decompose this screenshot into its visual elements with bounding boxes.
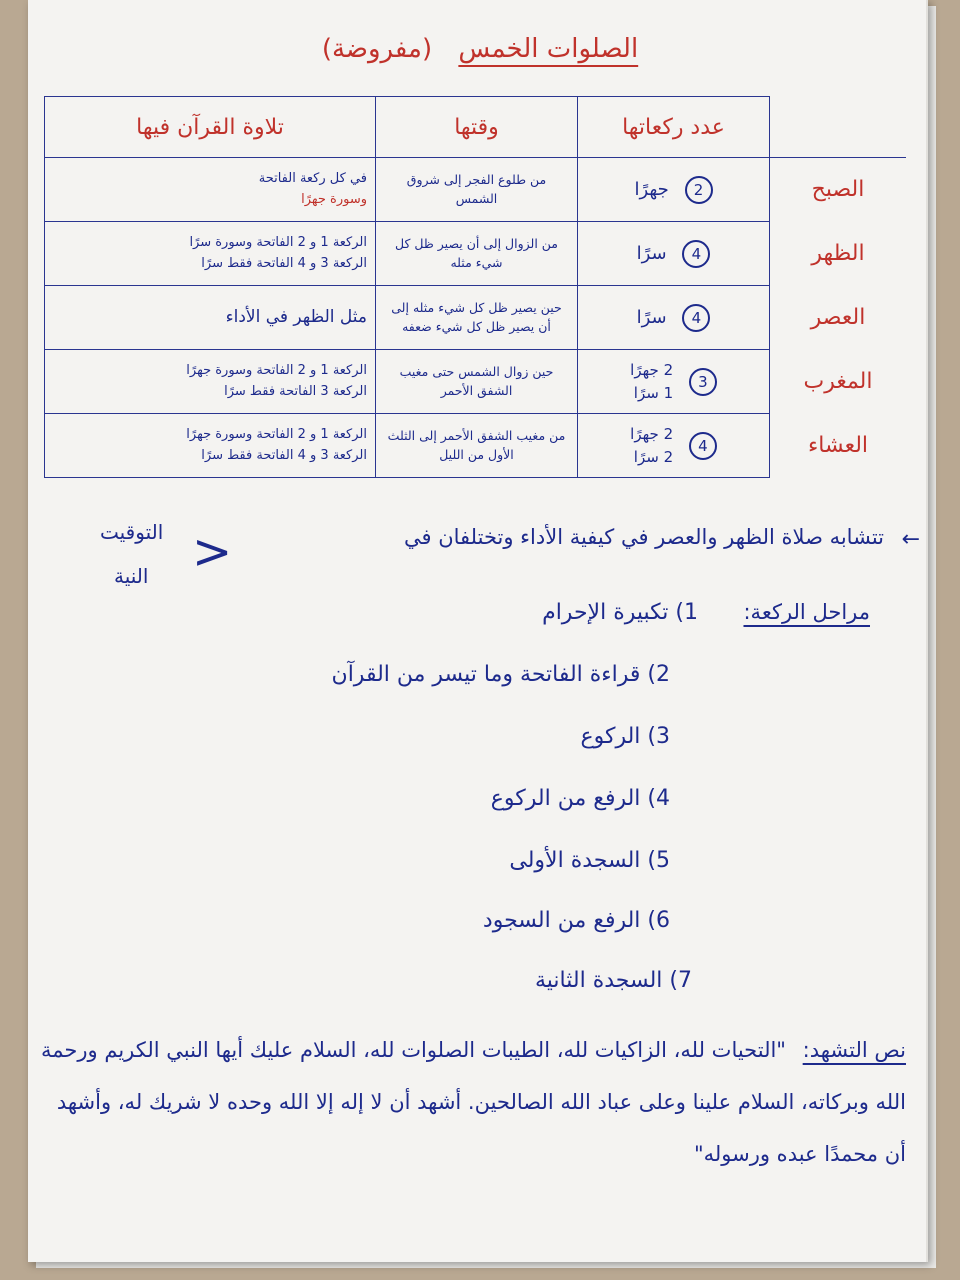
recite-cell	[45, 286, 376, 350]
rakat-note: سرًا	[636, 242, 667, 264]
list-item: 1) تكبيرة الإحرام	[542, 600, 698, 625]
time-cell: من طلوع الفجر إلى شروق الشمس	[376, 158, 578, 222]
rakat-count: 4	[682, 240, 710, 268]
prayer-name: الصبح	[770, 158, 907, 222]
page-title	[0, 34, 960, 64]
prayer-name: العشاء	[770, 414, 907, 478]
list-item: 2) قراءة الفاتحة وما تيسر من القرآن	[331, 662, 670, 687]
tashahhud-block	[40, 1024, 906, 1180]
table-row	[45, 414, 907, 478]
list-item: 5) السجدة الأولى	[509, 848, 670, 873]
prayer-name: الظهر	[770, 222, 907, 286]
time-cell: حين زوال الشمس حتى مغيب الشفق الأحمر	[376, 350, 578, 414]
table-row	[45, 222, 907, 286]
recite-cell	[45, 158, 376, 222]
arrow-left-icon: ←	[901, 527, 920, 552]
bracket-icon: <	[192, 524, 233, 580]
recite-line: في كل ركعة الفاتحة	[258, 170, 367, 186]
list-item: 6) الرفع من السجود	[482, 908, 670, 933]
recite-line: الركعة 3 و 4 الفاتحة فقط سرًا	[201, 447, 367, 463]
rakat-count: 4	[682, 304, 710, 332]
col-header-rakat: عدد ركعاتها	[578, 97, 770, 158]
rakat-cell	[578, 414, 770, 478]
corner-cell	[770, 97, 907, 158]
rakat-count: 3	[689, 368, 717, 396]
list-item: 3) الركوع	[580, 724, 670, 749]
tashahhud-label: نص التشهد:	[802, 1038, 906, 1062]
rakat-split	[630, 359, 673, 404]
title-subtitle: (مفروضة)	[321, 34, 433, 64]
col-header-recite: تلاوة القرآن فيها	[45, 97, 376, 158]
time-cell: من الزوال إلى أن يصير ظل كل شيء مثله	[376, 222, 578, 286]
recite-cell	[45, 222, 376, 286]
prayers-table	[44, 96, 906, 478]
recite-cell	[45, 350, 376, 414]
rakat-note: سرًا	[636, 306, 667, 328]
prayer-name: العصر	[770, 286, 907, 350]
recite-line: الركعة 1 و 2 الفاتحة وسورة جهرًا	[186, 426, 367, 442]
difference-options	[100, 520, 260, 600]
recite-line: الركعة 1 و 2 الفاتحة وسورة جهرًا	[186, 362, 367, 378]
rakat-note: 2 جهرًا	[630, 425, 674, 443]
rakat-count: 4	[689, 432, 717, 460]
rakat-split	[630, 423, 673, 468]
rakat-count: 2	[685, 176, 713, 204]
rakat-note: 2 سرًا	[633, 447, 674, 466]
list-item: 7) السجدة الثانية	[535, 968, 692, 993]
recite-line: الركعة 1 و 2 الفاتحة وسورة سرًا	[189, 234, 367, 250]
rakat-note: 1 سرًا	[633, 383, 674, 402]
rakat-note: جهرًا	[634, 178, 669, 200]
rakat-cell	[578, 158, 770, 222]
prayer-name: المغرب	[770, 350, 907, 414]
table-row	[45, 158, 907, 222]
stages-label: مراحل الركعة:	[743, 600, 870, 624]
rakat-cell	[578, 286, 770, 350]
option-timing: التوقيت	[100, 520, 164, 544]
time-cell: من مغيب الشفق الأحمر إلى الثلث الأول من الليل	[376, 414, 578, 478]
recite-line: الركعة 3 الفاتحة فقط سرًا	[224, 383, 367, 399]
list-item: 4) الرفع من الركوع	[490, 786, 670, 811]
title-text: الصلوات الخمس	[458, 34, 639, 64]
table-header-row	[45, 97, 907, 158]
rakat-note: 2 جهرًا	[630, 361, 674, 379]
tashahhud-text: "التحيات لله، الزاكيات لله، الطيبات الصلوات لله، السلام عليك أيها النبي الكريم ورحمة الله وبركاته، السلام علينا وعلى عباد الله الصالحين. أشهد أن لا إله إلا الله وحده لا شريك له، وأشهد أن محمدًا عبده ورسوله"	[41, 1038, 906, 1166]
rakat-cell	[578, 350, 770, 414]
table-row	[45, 350, 907, 414]
option-intention: النية	[114, 564, 149, 588]
recite-line: وسورة جهرًا	[301, 191, 367, 207]
recite-line: الركعة 3 و 4 الفاتحة فقط سرًا	[201, 255, 367, 271]
rakat-cell	[578, 222, 770, 286]
recite-line: مثل الظهر في الأداء	[225, 306, 367, 327]
comparison-text: تتشابه صلاة الظهر والعصر في كيفية الأداء وتختلفان في	[404, 525, 884, 549]
time-cell: حين يصير ظل كل شيء مثله إلى أن يصير ظل كل شيء ضعفه	[376, 286, 578, 350]
table-row	[45, 286, 907, 350]
col-header-time: وقتها	[376, 97, 578, 158]
recite-cell	[45, 414, 376, 478]
